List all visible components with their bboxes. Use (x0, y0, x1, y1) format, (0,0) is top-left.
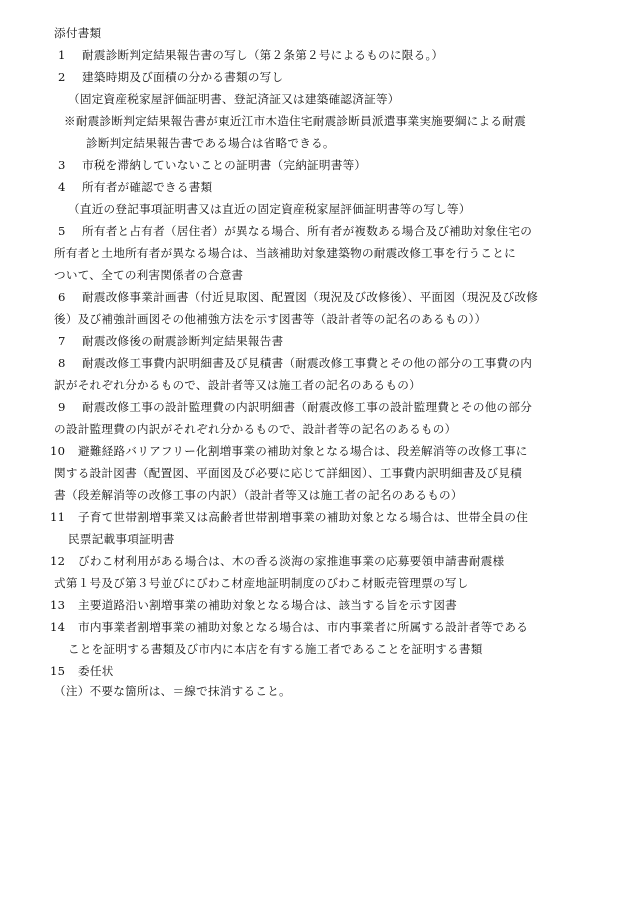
item-line: 診断判定結果報告書である場合は省略できる。 (86, 136, 335, 150)
item-line: 関する設計図書（配置図、平面図及び必要に応じて詳細図）、工事費内訳明細書及び見積 (54, 466, 522, 480)
item-line (50, 616, 529, 638)
item-line (54, 44, 443, 66)
item-line: ことを証明する書類及び市内に本店を有する施工者であることを証明する書類 (68, 642, 483, 656)
item-text: 耐震改修工事の設計監理費の内訳明細書（耐震改修工事の設計監理費とその他の部分 (82, 400, 533, 414)
item-text: 市内事業者割増事業の補助対象となる場合は、市内事業者に所属する設計者等である (78, 620, 529, 634)
item-line: （固定資産税家屋評価証明書、登記済証又は建築確認済証等） (68, 92, 400, 106)
item-number: 13 (50, 598, 66, 612)
item-text: びわこ材利用がある場合は、木の香る淡海の家推進事業の応募要領申請書耐震様 (78, 554, 505, 568)
item-line: （直近の登記事項証明書又は直近の固定資産税家屋評価証明書等の写し等） (68, 202, 471, 216)
item-text: 耐震改修工事費内訳明細書及び見積書（耐震改修工事費とその他の部分の工事費の内 (82, 356, 533, 370)
item-number: 3 (58, 158, 66, 172)
item-number: 4 (58, 180, 66, 194)
attachments-heading: 添付書類 (54, 26, 102, 40)
item-line (54, 352, 532, 374)
item-line: 訳がそれぞれ分かるもので、設計者等又は施工者の記名のあるもの） (54, 378, 421, 392)
item-text: 耐震改修後の耐震診断判定結果報告書 (82, 334, 284, 348)
item-line: 所有者と土地所有者が異なる場合は、当該補助対象建築物の耐震改修工事を行うことに (54, 246, 516, 260)
item-text: 所有者と占有者（居住者）が異なる場合、所有者が複数ある場合及び補助対象住宅の (82, 224, 533, 238)
item-line (50, 660, 114, 682)
item-number: 10 (50, 444, 66, 458)
item-line: 式第１号及び第３号並びにびわこ材産地証明制度のびわこ材販売管理票の写し (54, 576, 469, 590)
note-text: （注）不要な箇所は、＝線で抹消すること。 (54, 684, 291, 698)
item-line: 書（段差解消等の改修工事の内訳）（設計者等又は施工者の記名のあるもの） (54, 488, 463, 502)
item-line: ※耐震診断判定結果報告書が東近江市木造住宅耐震診断員派遣事業実施要綱による耐震 (64, 114, 526, 128)
item-text: 所有者が確認できる書類 (82, 180, 213, 194)
item-text: 耐震診断判定結果報告書の写し（第２条第２号によるものに限る。） (82, 48, 444, 62)
item-number: 15 (50, 664, 66, 678)
item-number: 11 (50, 510, 66, 524)
item-line (54, 154, 366, 176)
item-line (54, 286, 538, 308)
item-number: 12 (50, 554, 66, 568)
item-text: 子育て世帯割増事業又は高齢者世帯割増事業の補助対象となる場合は、世帯全員の住 (78, 510, 529, 524)
item-text: 市税を滞納していないことの証明書（完納証明書等） (82, 158, 367, 172)
item-line: ついて、全ての利害関係者の合意書 (54, 268, 244, 282)
item-number: 6 (58, 290, 66, 304)
item-number: 5 (58, 224, 66, 238)
item-line: 後）及び補強計画図その他補強方法を示す図書等（設計者等の記名のあるもの）） (54, 312, 487, 326)
item-number: 8 (58, 356, 66, 370)
item-line: 民票記載事項証明書 (68, 532, 175, 546)
item-line (50, 550, 505, 572)
item-line (54, 66, 283, 88)
item-number: 7 (58, 334, 66, 348)
item-line (54, 330, 283, 352)
item-line (50, 594, 458, 616)
item-line (54, 396, 532, 418)
item-line (54, 176, 212, 198)
item-text: 耐震改修事業計画書（付近見取図、配置図（現況及び改修後）、平面図（現況及び改修 (82, 290, 539, 304)
item-text: 主要道路沿い割増事業の補助対象となる場合は、該当する旨を示す図書 (78, 598, 458, 612)
item-number: 14 (50, 620, 66, 634)
item-line: の設計監理費の内訳がそれぞれ分かるもので、設計者等の記名のあるもの） (54, 422, 457, 436)
item-line (50, 440, 528, 462)
document-page (50, 22, 614, 698)
item-line (54, 220, 532, 242)
item-text: 建築時期及び面積の分かる書類の写し (82, 70, 284, 84)
item-number: 9 (58, 400, 66, 414)
item-text: 避難経路バリアフリー化割増事業の補助対象となる場合は、段差解消等の改修工事に (78, 444, 528, 458)
item-text: 委任状 (78, 664, 114, 678)
item-number: 2 (58, 70, 66, 84)
item-line (50, 506, 529, 528)
item-number: 1 (58, 48, 66, 62)
